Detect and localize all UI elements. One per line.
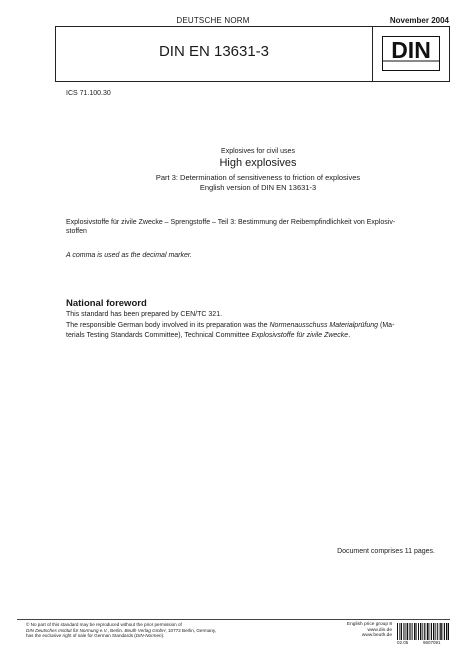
copyright-org: DIN Deutsches Institut für Normung e.V.	[26, 627, 108, 633]
header-date: November 2004	[389, 16, 449, 25]
decimal-marker-note: A comma is used as the decimal marker.	[66, 252, 192, 259]
foreword-text: .	[348, 331, 351, 339]
english-part-title: Part 3: Determination of sensitiveness to friction of explosives	[155, 173, 361, 182]
title-box-divider	[372, 27, 373, 81]
din-logo-text: DIN	[391, 37, 431, 63]
price-group: English price group 8	[346, 622, 392, 627]
header-label: DEUTSCHE NORM	[176, 16, 250, 25]
title-box	[55, 26, 450, 82]
ics-code: ICS 71.100.30	[66, 90, 111, 97]
page-count-note: Document comprises 11 pages.	[337, 548, 435, 555]
copyright-line: © No part of this standard may be reproduced without the prior permission of	[26, 622, 182, 627]
beuth-url[interactable]: www.beuth.de	[361, 633, 392, 639]
copyright-line	[26, 633, 306, 639]
document-title: DIN EN 13631-3	[158, 43, 270, 60]
copyright-din-normen: DIN-Normen	[135, 633, 162, 639]
foreword-text: The responsible German body involved in its preparation was the	[66, 322, 270, 329]
copyright-text: has the exclusive right of sale for German Standards (	[26, 633, 136, 639]
english-version-note: English version of DIN EN 13631-3	[199, 183, 317, 192]
barcode-date-code: 02.05	[397, 640, 409, 645]
english-subtitle: Explosives for civil uses	[221, 148, 295, 155]
foreword-text: (Ma-	[378, 322, 395, 329]
copyright-text: ).	[161, 633, 165, 639]
foreword-technical-committee: Explosivstoffe für zivile Zwecke	[251, 331, 349, 339]
barcode	[397, 623, 449, 640]
copyright-text: , Berlin.	[107, 627, 125, 633]
copyright-publisher: Beuth Verlag GmbH	[124, 627, 166, 633]
foreword-text: terials Testing Standards Committee), Technical Committee	[66, 331, 252, 339]
din-logo	[382, 36, 440, 71]
copyright-text: , 10772 Berlin, Germany,	[165, 627, 217, 633]
barcode-number: 9607091	[423, 640, 441, 645]
national-foreword-paragraph-2	[66, 321, 450, 340]
german-title-line: Explosivstoffe für zivile Zwecke – Sprengstoffe – Teil 3: Bestimmung der Reibempfindlichkeit von Explosiv- stoffen	[66, 219, 396, 235]
national-foreword-paragraph-1: This standard has been prepared by CEN/TC 321.	[66, 311, 223, 318]
din-url[interactable]: www.din.de	[367, 627, 392, 633]
german-title	[66, 218, 450, 236]
english-main-title: High explosives	[219, 157, 297, 169]
footer-divider	[17, 619, 450, 620]
price-info	[300, 622, 392, 639]
copyright-notice	[26, 622, 306, 639]
foreword-committee-name: Normenausschuss Materialprüfung	[269, 322, 379, 329]
national-foreword-heading: National foreword	[66, 298, 147, 309]
